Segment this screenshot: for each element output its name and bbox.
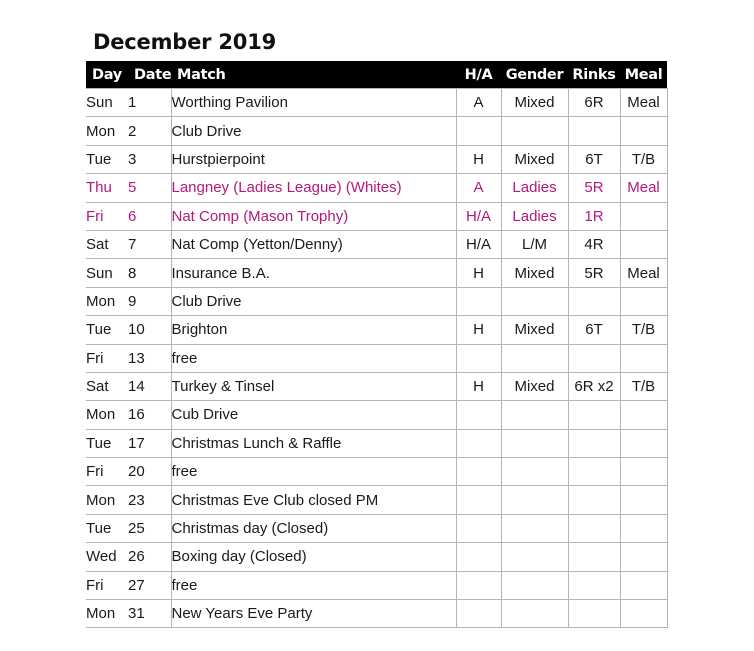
cell-gender	[501, 600, 568, 628]
cell-rinks: 4R	[568, 230, 620, 258]
cell-rinks	[568, 514, 620, 542]
cell-gender: Mixed	[501, 316, 568, 344]
cell-home-away: H/A	[456, 230, 501, 258]
cell-date: 5	[128, 174, 171, 202]
cell-day: Sun	[86, 89, 128, 117]
cell-home-away	[456, 429, 501, 457]
cell-gender	[501, 117, 568, 145]
table-row	[86, 543, 667, 571]
cell-home-away	[456, 486, 501, 514]
cell-gender	[501, 458, 568, 486]
cell-match: Nat Comp (Mason Trophy)	[171, 202, 456, 230]
table-row	[86, 600, 667, 628]
cell-match: Insurance B.A.	[171, 259, 456, 287]
fixtures-table	[86, 61, 668, 628]
cell-meal: T/B	[620, 316, 667, 344]
cell-day: Tue	[86, 316, 128, 344]
cell-meal	[620, 486, 667, 514]
cell-rinks	[568, 600, 620, 628]
cell-home-away	[456, 571, 501, 599]
cell-date: 14	[128, 372, 171, 400]
cell-day: Mon	[86, 486, 128, 514]
cell-rinks	[568, 486, 620, 514]
header-ha: H/A	[456, 61, 501, 89]
cell-gender: L/M	[501, 230, 568, 258]
cell-match: Worthing Pavilion	[171, 89, 456, 117]
cell-meal	[620, 401, 667, 429]
cell-match: Turkey & Tinsel	[171, 372, 456, 400]
cell-gender: Ladies	[501, 202, 568, 230]
cell-meal: T/B	[620, 145, 667, 173]
cell-rinks	[568, 543, 620, 571]
cell-meal: Meal	[620, 174, 667, 202]
table-row	[86, 202, 667, 230]
cell-day: Tue	[86, 514, 128, 542]
page-title: December 2019	[93, 30, 277, 54]
cell-meal: Meal	[620, 259, 667, 287]
cell-home-away	[456, 514, 501, 542]
table-row	[86, 486, 667, 514]
cell-meal	[620, 230, 667, 258]
cell-home-away: H	[456, 316, 501, 344]
cell-rinks	[568, 401, 620, 429]
cell-rinks: 6R	[568, 89, 620, 117]
cell-day: Tue	[86, 429, 128, 457]
cell-date: 27	[128, 571, 171, 599]
table-row	[86, 145, 667, 173]
cell-day: Tue	[86, 145, 128, 173]
cell-meal	[620, 571, 667, 599]
cell-match: New Years Eve Party	[171, 600, 456, 628]
cell-day: Mon	[86, 600, 128, 628]
cell-match: Christmas Lunch & Raffle	[171, 429, 456, 457]
cell-home-away: A	[456, 89, 501, 117]
cell-home-away: A	[456, 174, 501, 202]
header-row	[86, 61, 667, 89]
cell-date: 25	[128, 514, 171, 542]
table-row	[86, 259, 667, 287]
cell-date: 3	[128, 145, 171, 173]
cell-rinks: 6R x2	[568, 372, 620, 400]
cell-day: Sat	[86, 230, 128, 258]
cell-match: Christmas day (Closed)	[171, 514, 456, 542]
cell-match: Langney (Ladies League) (Whites)	[171, 174, 456, 202]
cell-match: Hurstpierpoint	[171, 145, 456, 173]
cell-gender	[501, 401, 568, 429]
cell-rinks: 6T	[568, 316, 620, 344]
cell-day: Mon	[86, 287, 128, 315]
cell-meal	[620, 429, 667, 457]
cell-gender	[501, 429, 568, 457]
cell-home-away	[456, 458, 501, 486]
cell-home-away	[456, 401, 501, 429]
cell-day: Sat	[86, 372, 128, 400]
header-meal: Meal	[620, 61, 667, 89]
cell-day: Fri	[86, 202, 128, 230]
cell-date: 23	[128, 486, 171, 514]
cell-day: Sun	[86, 259, 128, 287]
cell-gender	[501, 571, 568, 599]
cell-gender: Mixed	[501, 259, 568, 287]
cell-meal	[620, 543, 667, 571]
cell-meal	[620, 287, 667, 315]
header-match: Match	[171, 61, 456, 89]
table-row	[86, 571, 667, 599]
cell-match: Brighton	[171, 316, 456, 344]
cell-rinks	[568, 117, 620, 145]
cell-home-away: H	[456, 259, 501, 287]
cell-meal	[620, 344, 667, 372]
cell-rinks: 6T	[568, 145, 620, 173]
cell-date: 13	[128, 344, 171, 372]
cell-home-away	[456, 117, 501, 145]
cell-home-away: H	[456, 372, 501, 400]
cell-match: Nat Comp (Yetton/Denny)	[171, 230, 456, 258]
cell-home-away: H	[456, 145, 501, 173]
cell-home-away	[456, 600, 501, 628]
cell-date: 6	[128, 202, 171, 230]
header-date: Date	[128, 61, 171, 89]
table-row	[86, 117, 667, 145]
cell-gender	[501, 514, 568, 542]
cell-meal: Meal	[620, 89, 667, 117]
cell-rinks	[568, 287, 620, 315]
table-row	[86, 89, 667, 117]
cell-date: 20	[128, 458, 171, 486]
cell-rinks	[568, 458, 620, 486]
cell-gender	[501, 543, 568, 571]
table-row	[86, 429, 667, 457]
table-row	[86, 230, 667, 258]
cell-meal	[620, 117, 667, 145]
cell-date: 8	[128, 259, 171, 287]
cell-home-away: H/A	[456, 202, 501, 230]
table-header	[86, 61, 667, 89]
cell-meal: T/B	[620, 372, 667, 400]
cell-gender	[501, 486, 568, 514]
table-row	[86, 458, 667, 486]
header-rinks: Rinks	[568, 61, 620, 89]
cell-day: Mon	[86, 117, 128, 145]
cell-home-away	[456, 287, 501, 315]
cell-match: free	[171, 344, 456, 372]
cell-gender: Ladies	[501, 174, 568, 202]
cell-gender: Mixed	[501, 145, 568, 173]
cell-home-away	[456, 344, 501, 372]
cell-gender	[501, 287, 568, 315]
cell-meal	[620, 514, 667, 542]
table-row	[86, 287, 667, 315]
cell-rinks	[568, 344, 620, 372]
cell-meal	[620, 600, 667, 628]
cell-day: Fri	[86, 458, 128, 486]
cell-day: Fri	[86, 344, 128, 372]
cell-gender	[501, 344, 568, 372]
header-day: Day	[86, 61, 128, 89]
cell-date: 2	[128, 117, 171, 145]
cell-meal	[620, 202, 667, 230]
cell-day: Thu	[86, 174, 128, 202]
cell-match: Club Drive	[171, 117, 456, 145]
table-row	[86, 316, 667, 344]
cell-date: 16	[128, 401, 171, 429]
cell-date: 7	[128, 230, 171, 258]
table-row	[86, 174, 667, 202]
cell-gender: Mixed	[501, 89, 568, 117]
table-row	[86, 344, 667, 372]
cell-date: 1	[128, 89, 171, 117]
cell-match: Boxing day (Closed)	[171, 543, 456, 571]
cell-rinks: 5R	[568, 174, 620, 202]
cell-rinks: 5R	[568, 259, 620, 287]
cell-gender: Mixed	[501, 372, 568, 400]
cell-match: free	[171, 571, 456, 599]
cell-home-away	[456, 543, 501, 571]
table-body	[86, 89, 667, 628]
cell-match: Christmas Eve Club closed PM	[171, 486, 456, 514]
table-row	[86, 514, 667, 542]
cell-date: 26	[128, 543, 171, 571]
table-row	[86, 401, 667, 429]
cell-match: Cub Drive	[171, 401, 456, 429]
cell-day: Mon	[86, 401, 128, 429]
cell-rinks	[568, 571, 620, 599]
cell-rinks	[568, 429, 620, 457]
cell-date: 31	[128, 600, 171, 628]
cell-date: 9	[128, 287, 171, 315]
cell-rinks: 1R	[568, 202, 620, 230]
cell-day: Fri	[86, 571, 128, 599]
cell-date: 10	[128, 316, 171, 344]
cell-date: 17	[128, 429, 171, 457]
cell-day: Wed	[86, 543, 128, 571]
cell-match: Club Drive	[171, 287, 456, 315]
table-row	[86, 372, 667, 400]
header-gender: Gender	[501, 61, 568, 89]
cell-match: free	[171, 458, 456, 486]
cell-meal	[620, 458, 667, 486]
